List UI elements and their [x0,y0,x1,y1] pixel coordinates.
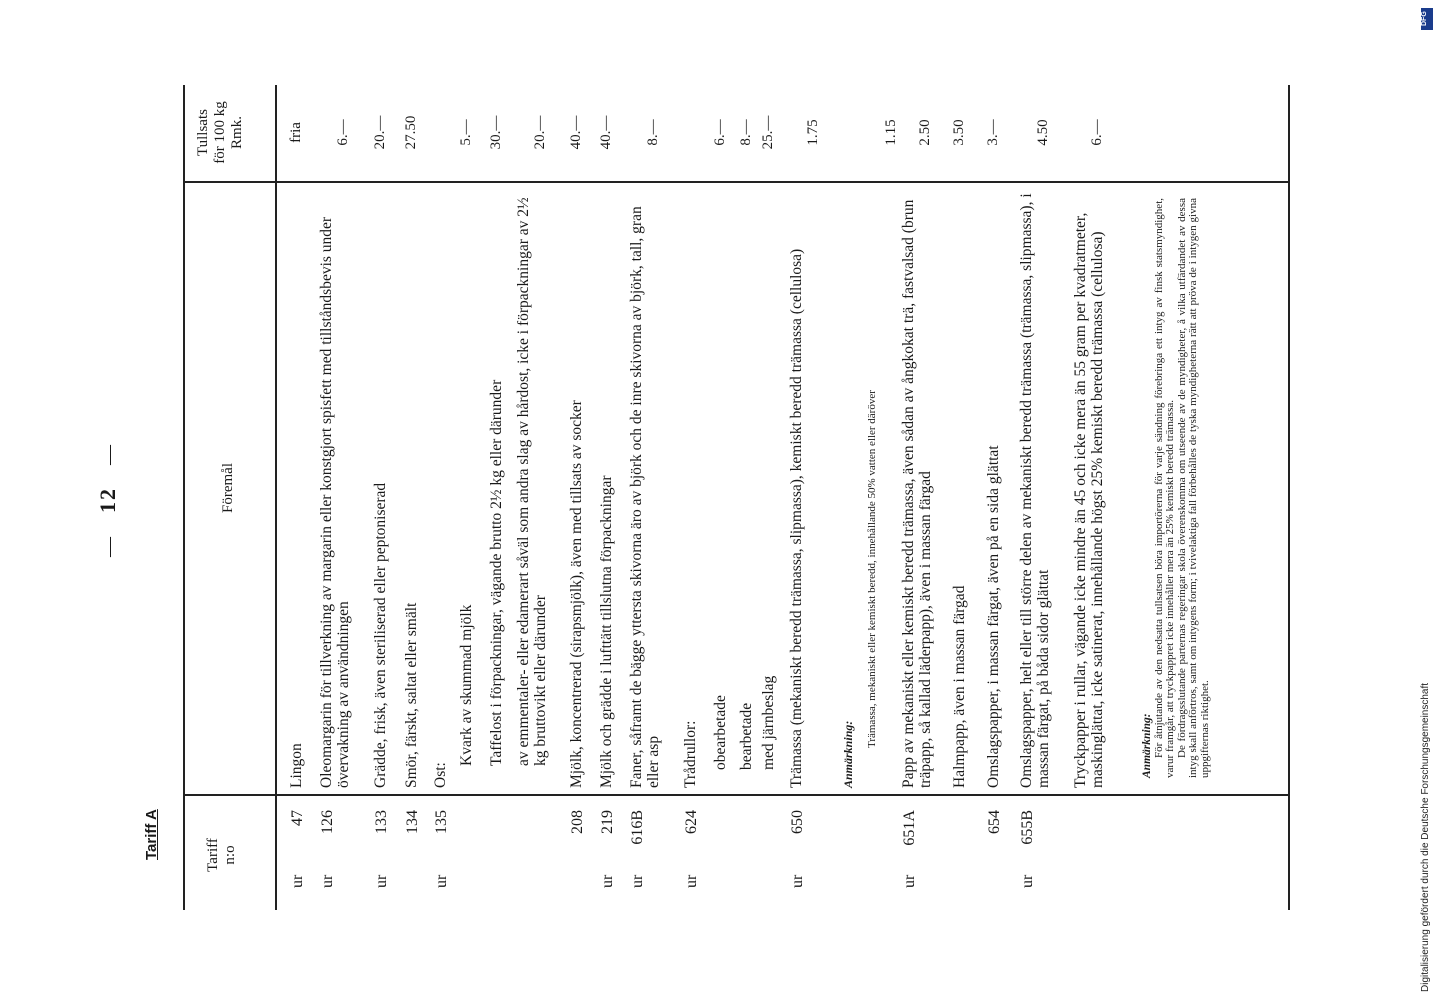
header-rate-line-2: för 100 kg [212,101,228,164]
header-rate-line-3: Rmk. [229,116,245,149]
final-note [1142,198,1211,778]
rate-value: 3.— [985,119,1001,146]
table-right-rule [1288,85,1290,910]
tariff-number [628,810,647,900]
final-note-p2: De fördragsslutande parternas regeringar skola överenskomma om utseende av de myndigheter, å vilka utfärdandet av dessa intyg skall anförtros, samt om intygens form; i tvivelaktiga fall förbehålles de tyska myndigheterna rätt att pröva de i intygen givna uppgifternas riktighet. [1175,198,1211,778]
dfg-side-text: Digitalisierung gefördert durch die Deutsche Forschungsgemeinschaft [1420,682,1431,992]
rate-value: 8.— [738,119,754,146]
header-rate [195,90,246,175]
tariff-label: Tariff A [143,809,160,860]
header-bottom-rule [275,85,277,910]
item-description: Smör, färskt, saltat eller smält [403,602,420,788]
page-number: —12— [95,443,120,557]
rate-value: 20.— [372,115,388,150]
rate-value: 6.— [712,119,728,146]
tariff-code: 47 [289,810,306,826]
tariff-number [788,810,807,900]
header-tariff-no [205,810,239,900]
item-description: obearbetade [712,695,729,770]
ur-prefix: ur [319,874,336,888]
tariff-number [1018,810,1037,900]
header-item: Föremål [220,463,236,513]
tariff-code: 134 [404,810,421,834]
rate-value: 40.— [598,115,614,150]
col-divider-2 [183,182,1288,184]
tariff-number [568,810,587,900]
item-description: Tryckpapper i rullar, vägande icke mindre än 45 och icke mera än 55 gram per kvadratmeter, maskinglättat, icke satinerat, innehållande högst 25% kemiskt beredd trämassa (cellulosa) [1072,212,1106,788]
ur-prefix: ur [789,874,806,888]
tariff-number [682,810,701,900]
tariff-code: 654 [986,810,1003,834]
ur-prefix: ur [373,874,390,888]
item-description: Halmpapp, även i massan färgad [951,585,968,788]
tariff-code: 133 [373,810,390,834]
tariff-number [288,810,307,900]
item-description: Anmärkning: [841,720,855,788]
tariff-code: 616B [629,810,646,845]
item-description: av emmentaler- eller edamerart såväl som andra slag av hårdost, icke i förpackningar av 2½ kg bruttovikt eller därunder [515,197,549,766]
item-description: Mjölk, koncentrerad (sirapsmjölk), även med tillsats av socker [568,400,585,788]
item-description: Oleomargarin för tillverkning av margarin eller konstgjort spisfett med tillståndsbevis under övervakning av användningen [318,216,352,788]
item-description: Lingon [288,743,305,788]
rate-value: 40.— [568,115,584,150]
tariff-code: 651A [901,810,918,846]
ur-prefix: ur [1019,874,1036,888]
tariff-number [598,810,617,900]
rate-value: 27.50 [403,115,419,150]
rate-value: 6.— [335,119,351,146]
tariff-number [372,810,391,900]
rate-value: 1.15 [883,119,899,146]
tariff-number [318,810,337,900]
item-description: Trämassa (mekaniskt beredd trämassa, slipmassa), kemiskt beredd trämassa (cellulosa) [788,248,805,788]
rate-value: 30.— [488,115,504,150]
ur-prefix: ur [901,874,918,888]
item-description: Omslagspapper, i massan färgat, även på en sida glättat [985,445,1002,788]
item-description: Trådrullor: [682,720,699,788]
final-note-head: Anmärkning: [1141,713,1153,778]
tariff-number [900,810,919,900]
tariff-code: 650 [789,810,806,834]
tariff-code: 624 [683,810,700,834]
rate-value: fria [288,122,304,143]
ur-prefix: ur [629,874,646,888]
item-description: Papp av mekaniskt eller kemiskt beredd trämassa, även sådan av ångkokat trä, fastvalsad (brun träpapp, så kallad läderpapp), även i massan färgad [900,199,934,788]
ur-prefix: ur [433,874,450,888]
rate-value: 3.50 [951,119,967,146]
table-left-rule [183,85,185,910]
header-tariff-label: Tariff [205,838,221,872]
rate-value: 2.50 [917,119,933,146]
rate-value: 25.— [760,115,776,150]
tariff-code: 135 [433,810,450,834]
dfg-logo: DFG [1421,8,1433,30]
final-note-p1: För åtnjutande av den nedsatta tullsatsen böra importörerna för varje sändning förebringa ett intyg av finsk statsmyndighet, varur framgår, att tryckpappret icke innehåller mera än 25% kemiskt beredd trämassa. [1152,198,1176,778]
item-description: Omslagspapper, helt eller till större delen av mekaniskt beredd trämassa (trämassa, slipmassa), i massan färgat, på båda sidor glättat [1018,193,1052,788]
rate-value: 6.— [1089,119,1105,146]
item-description: Mjölk och grädde i lufttätt tillslutna förpackningar [598,475,615,788]
tariff-code: 655B [1019,810,1036,845]
item-description: bearbetade [738,702,755,770]
col-divider-1 [183,795,1288,797]
item-description: Trämassa, mekaniskt eller kemiskt beredd, innehållande 50% vatten eller däröver [866,390,878,748]
item-description: Faner, såframt de bägge yttersta skivorna äro av björk och de inre skivorna av björk, tall, gran eller asp [628,206,662,788]
tariff-number [432,810,451,900]
item-description: Taffelost i förpackningar, vägande brutto 2½ kg eller därunder [488,379,505,766]
rate-value: 4.50 [1035,119,1051,146]
ur-prefix: ur [289,874,306,888]
rate-value: 1.75 [805,119,821,146]
header-no-label: n:o [222,845,238,865]
header-rate-line-1: Tullsats [195,109,211,156]
item-description: Ost: [432,762,449,788]
tariff-code: 208 [569,810,586,834]
item-description: Kvark av skummad mjölk [458,604,475,766]
rate-value: 5.— [458,119,474,146]
tariff-code: 126 [319,810,336,834]
item-description: med järnbeslag [760,675,777,770]
rate-value: 8.— [645,119,661,146]
tariff-code: 219 [599,810,616,834]
ur-prefix: ur [683,874,700,888]
tariff-number [403,810,422,900]
item-description: Grädde, frisk, även steriliserad eller peptoniserad [372,482,389,788]
rate-value: 20.— [532,115,548,150]
ur-prefix: ur [599,874,616,888]
tariff-number [985,810,1004,900]
